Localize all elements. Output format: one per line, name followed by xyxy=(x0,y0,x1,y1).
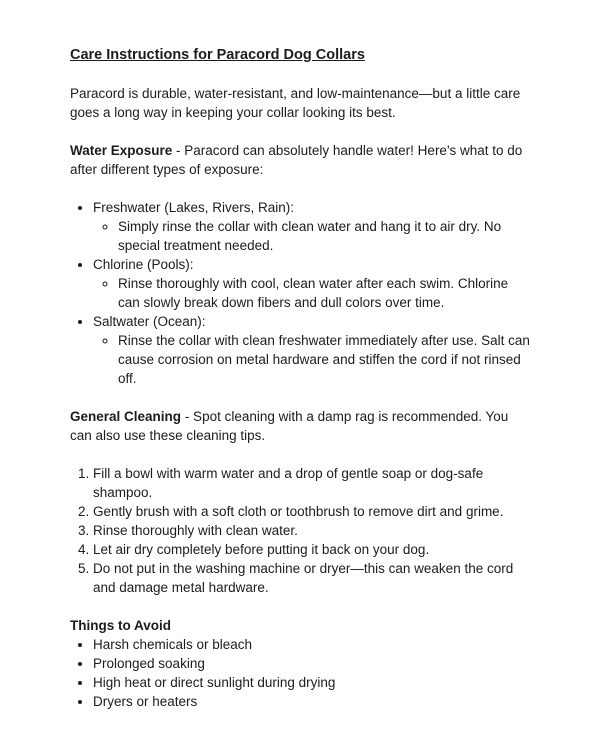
exposure-detail-text: Simply rinse the collar with clean water and hang it to air dry. No special treatment needed. xyxy=(118,219,502,253)
cleaning-step-text: Gently brush with a soft cloth or toothbrush to remove dirt and grime. xyxy=(93,504,504,519)
general-cleaning-paragraph xyxy=(70,407,532,445)
water-exposure-text: - Paracord can absolutely handle water! Here's what to do after different types of exposure: xyxy=(70,143,523,177)
things-to-avoid-list xyxy=(70,635,532,711)
cleaning-step-text: Do not put in the washing machine or dryer—this can weaken the cord and damage metal hardware. xyxy=(93,561,514,595)
exposure-item-detail xyxy=(118,274,532,312)
avoid-item xyxy=(93,692,532,711)
exposure-item-detail xyxy=(118,217,532,255)
cleaning-step xyxy=(93,540,532,559)
avoid-item xyxy=(93,654,532,673)
exposure-detail-list xyxy=(93,331,532,388)
exposure-item-chlorine xyxy=(93,255,532,312)
avoid-item xyxy=(93,635,532,654)
cleaning-steps-list xyxy=(70,464,532,597)
cleaning-step-text: Fill a bowl with warm water and a drop of gentle soap or dog-safe shampoo. xyxy=(93,466,484,500)
cleaning-step-text: Let air dry completely before putting it back on your dog. xyxy=(93,542,430,557)
things-to-avoid-heading: Things to Avoid xyxy=(70,618,171,633)
exposure-detail-list xyxy=(93,274,532,312)
exposure-item-label: Freshwater (Lakes, Rivers, Rain): xyxy=(93,200,295,215)
things-to-avoid-paragraph xyxy=(70,616,532,635)
water-exposure-heading: Water Exposure xyxy=(70,143,173,158)
page-title: Care Instructions for Paracord Dog Collars xyxy=(70,47,365,63)
intro-paragraph: Paracord is durable, water-resistant, and low-maintenance—but a little care goes a long way in keeping your collar looking its best. xyxy=(70,86,521,120)
general-cleaning-text: - Spot cleaning with a damp rag is recommended. You can also use these cleaning tips. xyxy=(70,409,509,443)
exposure-detail-text: Rinse the collar with clean freshwater immediately after use. Salt can cause corrosion on metal hardware and stiffen the cord if not rinsed off. xyxy=(118,333,530,386)
avoid-item-text: Prolonged soaking xyxy=(93,656,205,671)
avoid-item-text: Harsh chemicals or bleach xyxy=(93,637,253,652)
exposure-item-detail xyxy=(118,331,532,388)
avoid-item xyxy=(93,673,532,692)
exposure-item-freshwater xyxy=(93,198,532,255)
water-exposure-paragraph xyxy=(70,141,532,179)
exposure-item-saltwater xyxy=(93,312,532,388)
cleaning-step xyxy=(93,559,532,597)
cleaning-step-text: Rinse thoroughly with clean water. xyxy=(93,523,298,538)
exposure-detail-text: Rinse thoroughly with cool, clean water after each swim. Chlorine can slowly break down fibers and dull colors over time. xyxy=(118,276,509,310)
exposure-item-label: Chlorine (Pools): xyxy=(93,257,194,272)
general-cleaning-heading: General Cleaning xyxy=(70,409,182,424)
exposure-detail-list xyxy=(93,217,532,255)
exposure-item-label: Saltwater (Ocean): xyxy=(93,314,206,329)
avoid-item-text: Dryers or heaters xyxy=(93,694,198,709)
cleaning-step xyxy=(93,521,532,540)
water-exposure-list xyxy=(70,198,532,388)
cleaning-step xyxy=(93,464,532,502)
avoid-item-text: High heat or direct sunlight during drying xyxy=(93,675,336,690)
cleaning-step xyxy=(93,502,532,521)
